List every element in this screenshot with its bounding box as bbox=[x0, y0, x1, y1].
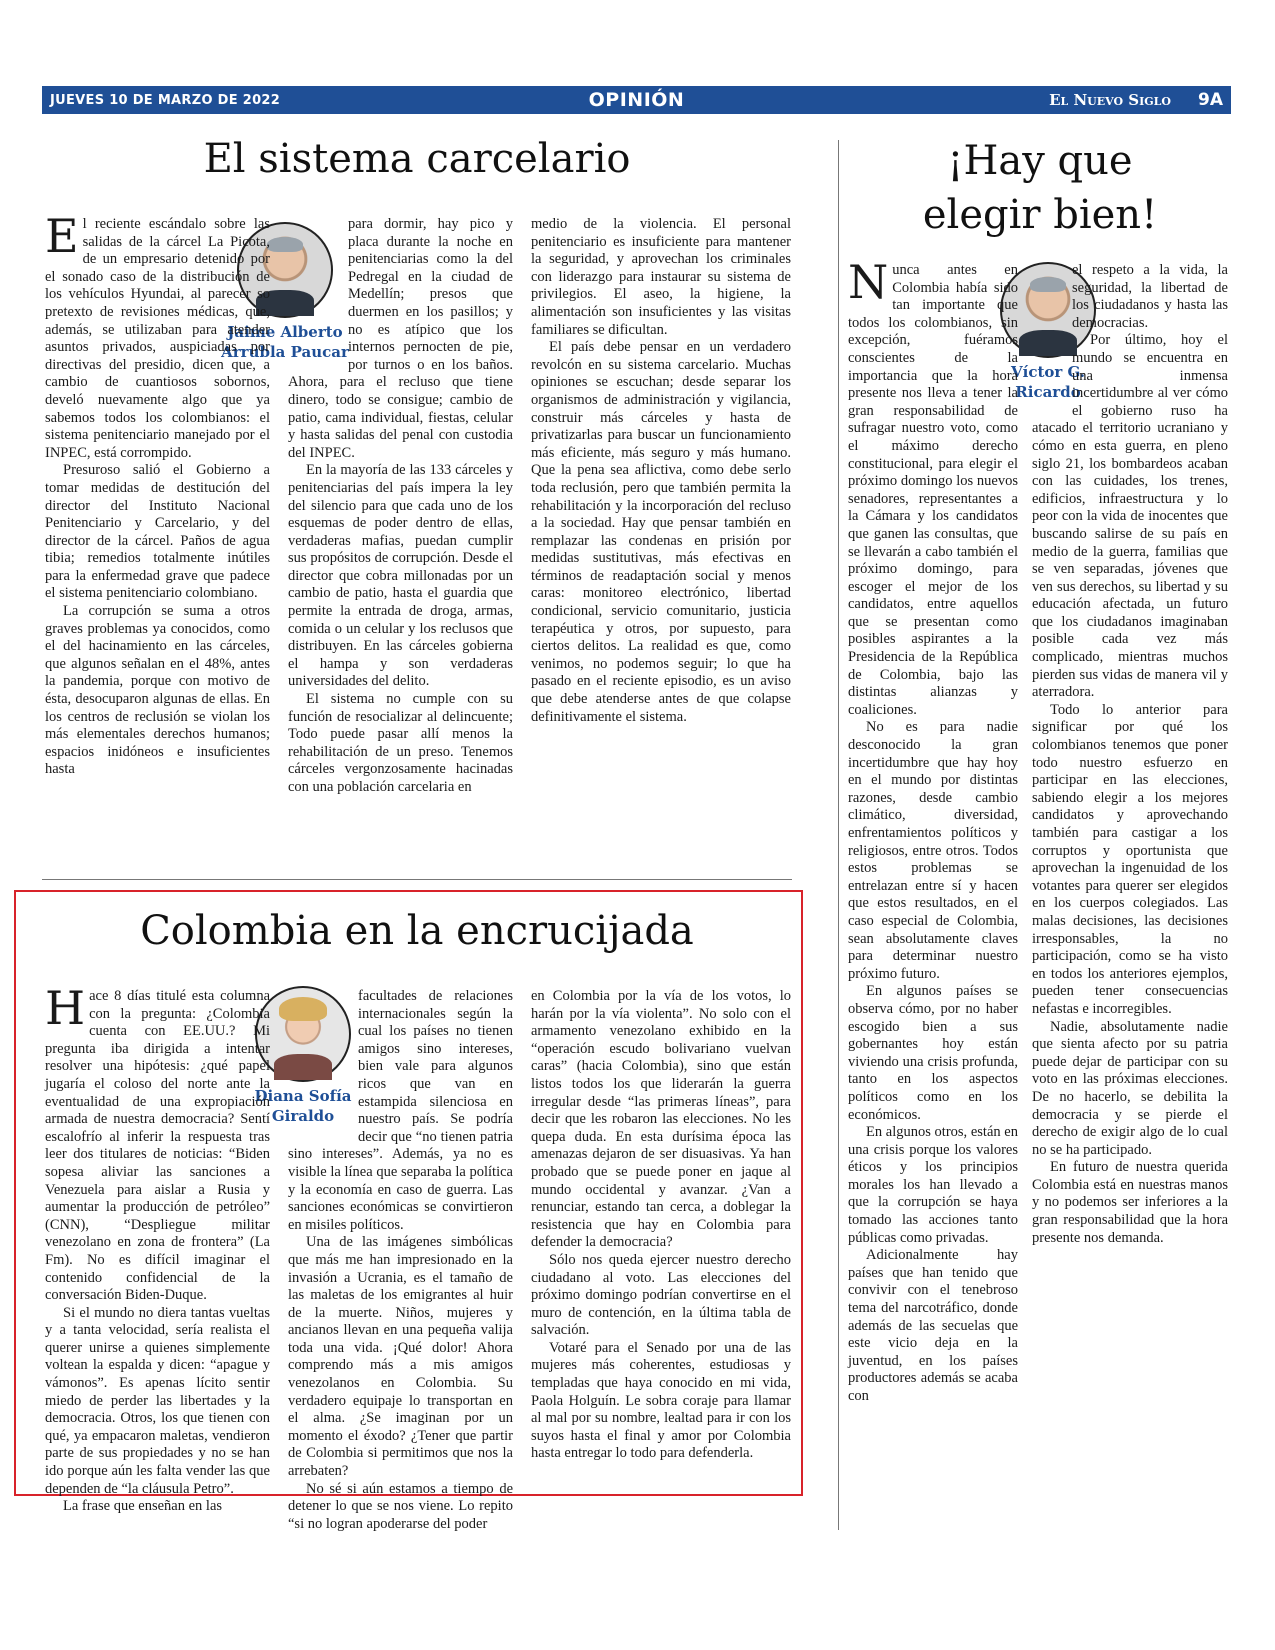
newspaper-name: El Nuevo Siglo bbox=[1049, 91, 1171, 109]
article-title-line2: elegir bien! bbox=[922, 192, 1158, 238]
article-paragraph: medio de la violencia. El personal penitenciario es insuficiente para mantener la seguridad, y aprovechan los criminales con liderazgo para instaurar su sistema de privilegios. El aseo, la higiene, la alimentación son insuficientes y las visitas familiares se dificultan. bbox=[531, 216, 791, 338]
article-paragraph: No sé si aún estamos a tiempo de detener lo que se nos viene. Lo repito “si no logran apoderarse del poder bbox=[288, 1480, 513, 1532]
article-column bbox=[531, 988, 791, 1478]
paragraph-text: ace 8 días titulé esta columna con la pregunta: ¿Colombia cuenta con EE.UU.? Mi pregunta iba dirigida a intentar resolver una hipótesis: ¿qué papel jugaría el coloso del norte ante la eventualidad de una expropiación armada de nuestra democracia? Sentí escalofrío al inferir la respuesta tras leer dos titulares de noticias: “Biden sopesa aliviar las sanciones a Venezuela para aislar a Rusia y aumentar la producción de petróleo” (CNN), “Despliegue militar venezolano en zona de frontera” (La Fm). No es difícil imaginar el contenido confidencial de la conversación Biden-Duque. bbox=[45, 988, 270, 1304]
article-paragraph: La frase que enseñan en las bbox=[63, 1498, 223, 1515]
article-paragraph bbox=[848, 255, 1018, 719]
article-paragraph bbox=[45, 981, 270, 1305]
article-paragraph: Todo lo anterior para significar por qué los colombianos tenemos que poner todo nuestro esfuerzo en participar en las elecciones, sabiendo elegir a los mejores candidatos y aprovechando también para castigar a los corruptos y oportunista que aprovechan la ingenuidad de los votantes para querer ser elegidos en los cuerpos colegiados. Las malas decisiones, las decisiones irresponsables, la no participación, como se ha visto en todos los anteriores ejemplos, pueden tener consecuencias nefastas e incorregibles. bbox=[1032, 701, 1228, 1017]
article-title: Colombia en la encrucijada bbox=[140, 908, 694, 954]
page-number: 9A bbox=[1198, 90, 1223, 110]
author-name-line2: Giraldo bbox=[271, 1107, 335, 1125]
article-paragraph: facultades de relaciones internacionales según la cual los países no tienen amigos sino intereses, bien vale para algunos ricos que van en estampida silenciosa en nuestro país. Se podría decir que “no tienen patria sino intereses”. Además, ya no es visible la línea que separaba la política y la economía en caso de guerra. Las sanciones económicas se convirtieron en misiles políticos. bbox=[288, 988, 513, 1233]
article-paragraph: En algunos otros, están en una crisis porque los valores éticos y los principios morales los han llevado a que la corrupción se haya tomado las acciones tanto públicas como privadas. bbox=[848, 1124, 1018, 1246]
article-paragraph: el respeto a la vida, la seguridad, la libertad de los ciudadanos y hasta las democracias. bbox=[1072, 262, 1228, 331]
article-paragraph: Adicionalmente hay países que han tenido que convivir con el tenebroso tema del narcotráfico, donde además de las secuelas que este vicio deja en la juventud, en los países productores además se acaba con bbox=[848, 1247, 1018, 1404]
drop-cap: N bbox=[848, 255, 889, 309]
article-paragraph: Presuroso salió el Gobierno a tomar medidas de destitución del director del Instituto Nacional Penitenciario y Carcelario, y del director de la cárcel. Paños de agua tibia; remedios totalmente inútiles para la enfermedad grave que padece el sistema penitenciario colombiano. bbox=[45, 462, 270, 602]
article-column bbox=[1032, 262, 1228, 1514]
article-column bbox=[848, 255, 1018, 1514]
article-title bbox=[850, 134, 1230, 242]
article-paragraph: en Colombia por la vía de los votos, lo harán por la vía violenta”. No solo con el armamento venezolano exhibido en la “operación escudo bolivariano vuelvan caras” (hacia Colombia), sino que están listos todos los que liderarán la guerra irregular desde “las primeras líneas”, para decir que les robaron las elecciones. No les quepa duda. En esta durísima época las amenazas dejaron de ser disuasivas. Ya han probado que se puede poner en jaque al mundo occidental y avanzar. ¿Van a renunciar, estando tan cerca, a doblegar la resistencia que hay en Colombia para defender la democracia? bbox=[531, 988, 791, 1251]
paragraph-text: unca antes en Colombia había sido tan importante que todos los colombianos, sin excepción, fuéramos conscientes de la importancia que la hora presente nos lleva a tener la gran responsabilidad de sufragar nuestro voto, como el máximo derecho constitucional, para elegir el próximo domingo los nuevos senadores, representantes a la Cámara y los candidatos que ganen las consultas, que se llevarán a cabo también el próximo domingo, para escoger el mejor de los candidatos, entre aquellos que se presentan como posibles aspirantes a la Presidencia de la República de Colombia, bajo las distintas alianzas y coaliciones. bbox=[848, 262, 1018, 718]
article-paragraph: No es para nadie desconocido la gran incertidumbre que hay hoy en el mundo por distintas razones, desde cambio climático, diversidad, enfrentamientos políticos y religiosos, entre otros. Todos estos problemas se entrelazan entre sí y hacen que estos resultados, en el caso especial de Colombia, sean absolutamente claves para determinar nuestro próximo futuro. bbox=[848, 719, 1018, 982]
article-paragraph: El sistema no cumple con su función de resocializar al delincuente; Todo puede pasar allí menos la rehabilitación de un preso. Tenemos cárceles vergonzosamente hacinadas con una población carcelaria en bbox=[288, 691, 513, 795]
author-name-line2: Ricardo bbox=[1015, 383, 1081, 401]
author-name-line1: Jaime Alberto bbox=[227, 323, 343, 341]
section-name: OPINIÓN bbox=[588, 89, 685, 111]
portrait-wrap-space bbox=[288, 988, 358, 1143]
article-paragraph: En futuro de nuestra querida Colombia está en nuestras manos y no podemos ser inferiores a la gran responsabilidad que la hora presente nos demanda. bbox=[1032, 1159, 1228, 1246]
article-paragraph bbox=[45, 209, 270, 462]
article-title-line1: ¡Hay que bbox=[947, 138, 1133, 184]
article-column bbox=[45, 981, 270, 1515]
article-paragraph: Una de las imágenes simbólicas que más me han impresionado en la invasión a Ucrania, es el tamaño de las maletas de los emigrantes al huir de la muerte. Niños, mujeres y ancianos llevan en una pequeña valija toda una vida. ¡Qué dolor! Ahora comprendo más a mis amigos venezolanos en Colombia. Su verdadero equipaje lo transportan en el alma. ¿Se imaginan por un momento el éxodo? ¿Tener que partir de Colombia si permitimos que nos la arrebaten? bbox=[288, 1234, 513, 1480]
paragraph-text: l reciente escándalo sobre las salidas de la cárcel La Picota, de un empresario detenido por el sonado caso de la distribución de los vehículos Hyundai, al parecer so pretexto de revisiones médicas, que, además, se utilizaban para atender asuntos privados, auspiciadas por directivas del presidio, dicen que, a cambio de cuantiosos sobornos, develó nuevamente algo que ya sabemos todos los colombianos: el sistema penitenciario manejado por el INPEC, está corrompido. bbox=[45, 216, 270, 461]
page-header-bar bbox=[42, 86, 1231, 114]
article-paragraph: Por último, hoy el mundo se encuentra en una inmensa incertidumbre al ver cómo el gobierno ruso ha atacado el territorio ucraniano y cómo en esta guerra, en pleno siglo 21, los bombardeos acaban con las cuidades, los trenes, edificios, infraestructura y lo peor con la vida de inocentes que buscando salirse de su país en medio de la guerra, familias que se ven separadas, jóvenes que ven sus derechos, su libertad y su educación afectada, un futuro que los ciudadanos imaginaban posible cada vez más complicado, mientras muchos pierden sus vidas de manera vil y aterradora. bbox=[1032, 332, 1228, 701]
article-column bbox=[288, 216, 513, 832]
issue-date: JUEVES 10 DE MARZO DE 2022 bbox=[50, 92, 281, 108]
article-paragraph: Nadie, absolutamente nadie que sienta afecto por su patria puede dejar de participar con su voto en las próximas elecciones. De no hacerlo, se debilita la democracia y se pierde el derecho de exigir algo de lo cual no se ha participado. bbox=[1032, 1018, 1228, 1158]
article-column bbox=[288, 988, 513, 1532]
author-name-line1: Víctor G. bbox=[1010, 363, 1086, 381]
article-paragraph: para dormir, hay pico y placa durante la noche en penitenciarias como la del Pedregal en la ciudad de Medellín; presos que duermen en los pasillos; y no es atípico que los internos pernocten de pie, por turnos o en los baños. Ahora, para el recluso que tiene dinero, todo se consigue; cambio de patio, cama individual, fiestas, celular y hasta salidas del penal con custodia del INPEC. bbox=[288, 216, 513, 461]
article-paragraph: El país debe pensar en un verdadero revolcón en su sistema carcelario. Muchas opiniones se escuchan; desde separar los organismos de administración y vigilancia, construir más cárceles y hasta de privatizarlas para buscar un funcionamiento más eficiente, más seguro y más humano. Que la pena sea aflictiva, como debe serlo toda reclusión, pero que también permita la rehabilitación y la incorporación del recluso a la sociedad. Hay que pensar también en remplazar las condenas en prisión por medidas sustitutivas, más efectivas en términos de readaptación social y menos caras: monitoreo electrónico, libertad condicional, servicio comunitario, justicia terapéutica y otros, por supuesto, para ciertos delitos. La realidad es que, como venimos, no podemos seguir; lo que ha pasado en el reciente episodio, es un aviso que debe atenderse antes de que colapse definitivamente el sistema. bbox=[531, 339, 791, 725]
article-paragraph: Votaré para el Senado por una de las mujeres más coherentes, estudiosas y templadas que haya conocido en mi vida, Paola Holguín. Le sobra coraje para llamar al mal por su nombre, lealtad para ir con los suyos hasta el final y amor por Colombia hasta entregar lo todo para defenderla. bbox=[531, 1339, 791, 1462]
article-paragraph: La corrupción se suma a otros graves problemas ya conocidos, como el del hacinamiento en las cárceles, que algunos señalan en el 48%, antes la pandemia, porque con motivo de ésta, desocuparon algunas de ellas. En los centros de reclusión se violan los más elementales derechos humanos; espacios inidóneos e insuficientes hasta bbox=[45, 603, 270, 778]
drop-cap: H bbox=[45, 981, 86, 1035]
article-paragraph: Sólo nos queda ejercer nuestro derecho ciudadano al voto. Las elecciones del próximo domingo podrían convertirse en el muro de contención, en la última tabla de salvación. bbox=[531, 1251, 791, 1339]
portrait-wrap-space bbox=[1032, 262, 1072, 410]
article-column bbox=[531, 216, 791, 832]
portrait-wrap-space bbox=[288, 216, 348, 366]
article-paragraph: En la mayoría de las 133 cárceles y penitenciarias del país impera la ley del silencio para que cada uno de los esquemas de poder dentro de ellas, verdaderas mafias, puedan cumplir sus propósitos de corrupción. Desde el director que cobra millonadas por un cambio de patio, hasta el guardia que permite la entrada de droga, armas, comida o un celular y los reclusos que distribuyen. En las cárceles gobierna el hampa y son verdaderas universidades del delito. bbox=[288, 462, 513, 690]
article-column bbox=[45, 209, 270, 832]
author-name-line1: Diana Sofía bbox=[254, 1087, 352, 1105]
column-divider-vertical bbox=[838, 140, 839, 1530]
article-paragraph: Si el mundo no diera tantas vueltas y a tanta velocidad, sería realista el querer unirse a quienes simplemente voltean la espalda y dicen: “apague y vámonos”. Es apenas lícito sentir miedo de perder las libertades y la democracia. Otros, los que tienen con qué, ya empacaron maletas, vendieron parte de sus propiedades y no se han ido porque aún les falta vender las que dependen de “la cláusula Petro”. bbox=[45, 1304, 270, 1497]
author-name-line2: Arrubla Paucar bbox=[221, 343, 349, 361]
drop-cap: E bbox=[45, 209, 79, 263]
article-divider-horizontal bbox=[42, 879, 792, 880]
article-title: El sistema carcelario bbox=[203, 136, 631, 182]
article-paragraph: En algunos países se observa cómo, por no haber escogido bien a sus gobernantes hoy están viviendo una crisis profunda, tanto en los aspectos políticos como en los económicos. bbox=[848, 983, 1018, 1123]
